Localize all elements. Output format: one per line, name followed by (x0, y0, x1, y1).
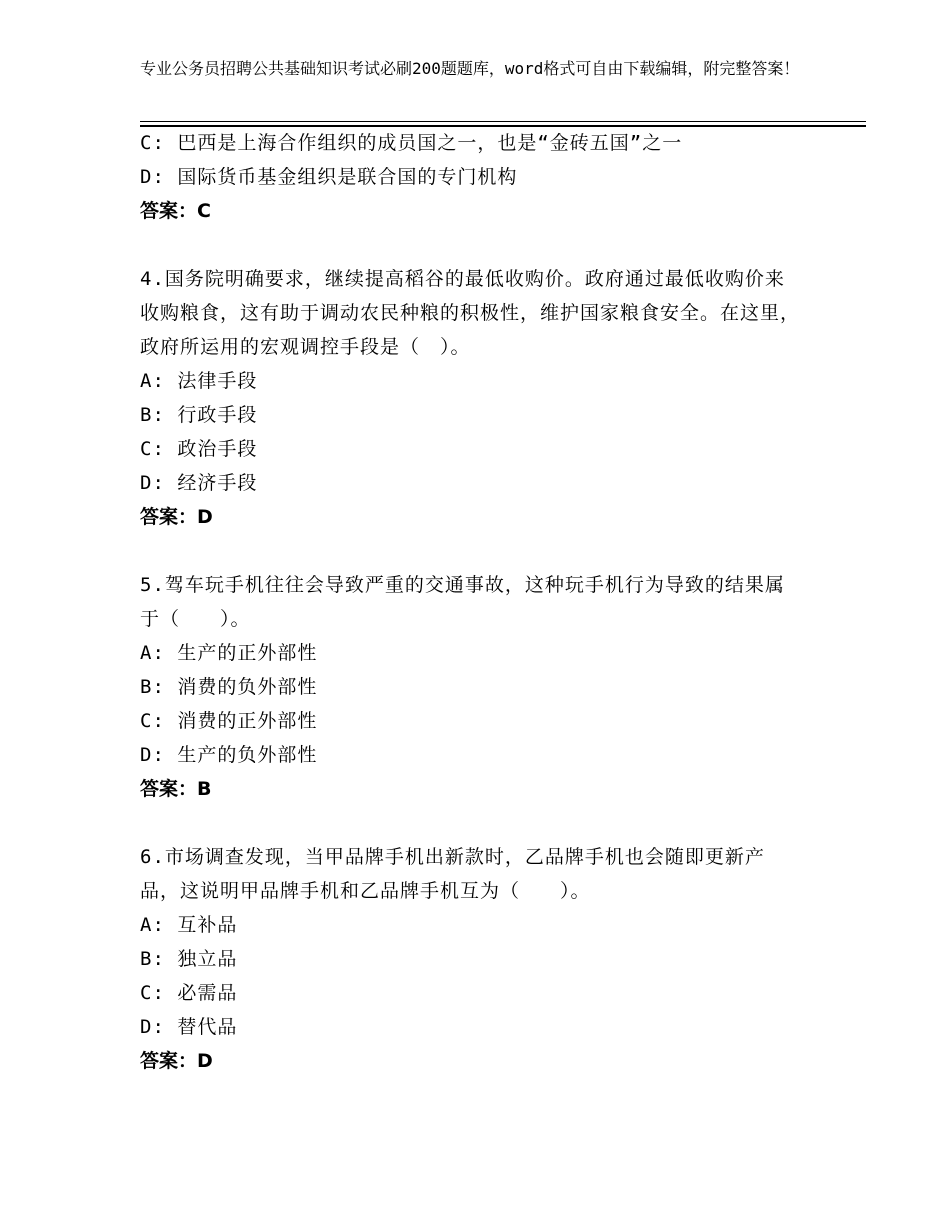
answer: 答案：D (140, 1050, 213, 1072)
option-c: C: 政治手段 (140, 438, 258, 460)
answer: 答案：C (140, 200, 211, 222)
option-c: C: 必需品 (140, 982, 238, 1004)
question-6 (140, 840, 820, 1078)
question-4 (140, 262, 820, 534)
question-list (140, 126, 820, 1078)
spacer (140, 534, 820, 568)
option-c: C: 消费的正外部性 (140, 710, 318, 732)
option-a: A: 法律手段 (140, 370, 258, 392)
option-d: D: 国际货币基金组织是联合国的专门机构 (140, 166, 518, 188)
question-3 (140, 126, 820, 228)
option-a: A: 生产的正外部性 (140, 642, 318, 664)
question-5 (140, 568, 820, 806)
question-stem: 5.驾车玩手机往往会导致严重的交通事故，这种玩手机行为导致的结果属于（ ）。 (140, 574, 785, 630)
option-b: B: 消费的负外部性 (140, 676, 318, 698)
option-c: C: 巴西是上海合作组织的成员国之一，也是“金砖五国”之一 (140, 132, 683, 154)
option-b: B: 行政手段 (140, 404, 258, 426)
answer: 答案：D (140, 506, 213, 528)
option-d: D: 替代品 (140, 1016, 238, 1038)
option-b: B: 独立品 (140, 948, 238, 970)
option-a: A: 互补品 (140, 914, 238, 936)
question-stem: 6.市场调查发现，当甲品牌手机出新款时，乙品牌手机也会随即更新产品，这说明甲品牌手机和乙品牌手机互为（ ）。 (140, 846, 765, 902)
header-rule-thin (140, 121, 866, 122)
document-header: 专业公务员招聘公共基础知识考试必刷200题题库，word格式可自由下载编辑，附完整答案！ (140, 59, 800, 78)
question-stem: 4.国务院明确要求，继续提高稻谷的最低收购价。政府通过最低收购价来收购粮食，这有助于调动农民种粮的积极性，维护国家粮食安全。在这里，政府所运用的宏观调控手段是（ ）。 (140, 268, 801, 358)
option-d: D: 生产的负外部性 (140, 744, 318, 766)
answer: 答案：B (140, 778, 212, 800)
option-d: D: 经济手段 (140, 472, 258, 494)
spacer (140, 228, 820, 262)
spacer (140, 806, 820, 840)
